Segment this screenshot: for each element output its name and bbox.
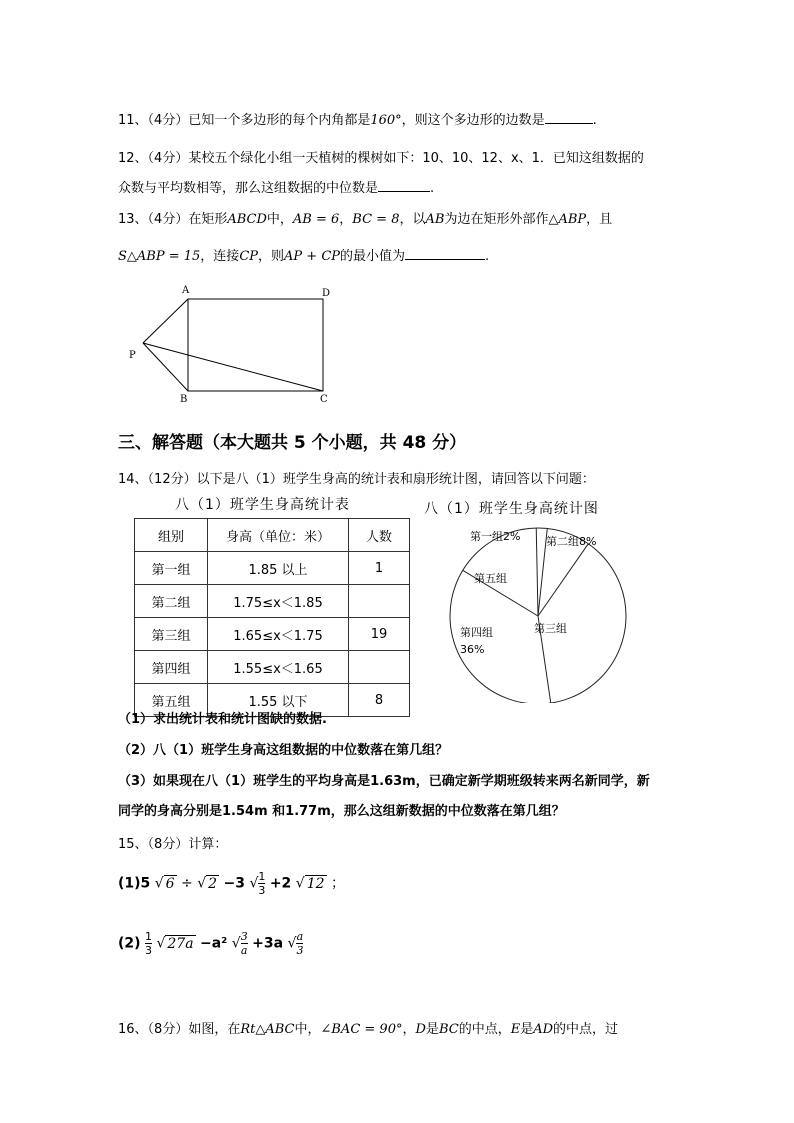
stats-table-title: 八（1）班学生身高统计表 [175, 497, 350, 513]
pie-label-group2: 第二组8% [546, 535, 597, 548]
col-header-count: 人数 [349, 519, 410, 552]
pie-label-group1: 第一组2% [470, 530, 521, 543]
pie-chart-title: 八（1）班学生身高统计图 [424, 501, 599, 517]
cell-group: 第三组 [135, 618, 208, 651]
table-row [135, 618, 410, 651]
q13-sep: ， [339, 212, 353, 227]
cell-count: 1 [349, 552, 410, 585]
q16-tri: Rt△ABC [240, 1022, 295, 1037]
q13-mid3: 为边在矩形外部作 [444, 212, 549, 227]
frac-num: a [296, 930, 304, 943]
q15-p2-frac1 [145, 930, 152, 957]
frac-num: 3 [240, 930, 248, 943]
pie-label-group3: 第三组 [534, 622, 567, 635]
q13-mid2: ，以 [399, 212, 426, 227]
q15-p1-op2: −3 [223, 875, 245, 892]
question-12-line1 [118, 147, 644, 166]
q16-e: E [510, 1022, 521, 1037]
q16-mid2: ， [402, 1022, 416, 1037]
q13-mid7: 的最小值为 [340, 249, 406, 264]
question-13-line1 [118, 208, 612, 227]
q15-part2: (2) $\frac{1}{3}$ √ 27a −a² √ $\frac{3}{a}$ +3a √ $\frac{a}{3}$ [118, 930, 304, 957]
pie-label-group4-pct: 36% [460, 643, 485, 656]
q11-end: . [592, 113, 597, 128]
cell-height: 1.85 以上 [208, 552, 349, 585]
q13-mid5: ，连接 [200, 249, 240, 264]
q16-mid4: 的中点， [458, 1022, 511, 1037]
label-b: B [180, 394, 188, 405]
cell-height: 1.65≤x＜1.75 [208, 618, 349, 651]
q11-answer-blank[interactable] [545, 111, 593, 124]
q15-p1-op3: +2 [269, 875, 292, 892]
cell-count [349, 651, 410, 684]
q13-bc: BC = 8 [352, 212, 400, 227]
q11-angle: 160° [370, 113, 402, 128]
q15-p2-op1: −a² [200, 935, 228, 952]
q15-p1-end: ； [330, 875, 345, 892]
col-header-group: 组别 [135, 519, 208, 552]
cell-group: 第五组 [135, 684, 208, 717]
q13-ab: AB = 6 [292, 212, 340, 227]
frac-den: 3 [296, 944, 304, 957]
q15-p1-label: (1)5 [118, 875, 151, 892]
q15-p2-frac3 [296, 930, 303, 957]
q16-angle: ∠BAC = 90° [320, 1022, 403, 1037]
table-row [135, 585, 410, 618]
q15-p2-root1: 27a [167, 935, 194, 952]
q16-mid5: 是 [520, 1022, 534, 1037]
q15-p1-root1: 6 [165, 875, 175, 892]
q16-bc: BC [438, 1022, 459, 1037]
frac-den: 3 [145, 944, 152, 957]
pie-label-group4: 第四组 [460, 626, 493, 639]
q15-p1-frac [258, 870, 265, 897]
q13-end: . [485, 249, 490, 264]
q16-mid3: 是 [425, 1022, 439, 1037]
label-a: A [182, 285, 190, 296]
table-header-row [135, 519, 410, 552]
q12-line2: 众数与平均数相等，那么这组数据的中位数是 [118, 181, 379, 196]
table-row [135, 651, 410, 684]
frac-den: 3 [258, 884, 266, 897]
cell-count: 19 [349, 618, 410, 651]
q13-figure [120, 280, 340, 405]
col-header-height: 身高（单位：米） [208, 519, 349, 552]
question-15-intro: 15、（8分）计算： [118, 837, 228, 852]
segment-pb [143, 343, 188, 391]
q13-cp: CP [239, 249, 259, 264]
table-row [135, 552, 410, 585]
q13-ab2: AB [425, 212, 445, 227]
cell-group: 第一组 [135, 552, 208, 585]
question-11 [118, 109, 597, 128]
q11-prefix: 11、（4分）已知一个多边形的每个内角都是 [118, 113, 371, 128]
cell-height: 1.55≤x＜1.65 [208, 651, 349, 684]
q13-mid6: ，则 [258, 249, 285, 264]
label-d: D [322, 288, 331, 299]
q12-line1: 12、（4分）某校五个绿化小组一天植树的棵树如下：10、10、12、x、1．已知这组数据的 [118, 151, 644, 166]
segment-pa [143, 299, 188, 343]
q15-p2-op2: +3a [252, 935, 284, 952]
q14-sub3a: （3）如果现在八（1）班学生的平均身高是1.63m，已确定新学期班级转来两名新同学，新 [118, 774, 650, 789]
q15-part1: (1)5 √ 6 ÷ √ 2 −3 √ $\frac{1}{3}$ +2 √ 12 ； [118, 870, 345, 897]
q13-rect: ABCD [227, 212, 267, 227]
q16-mid6: 的中点，过 [553, 1022, 619, 1037]
height-stats-table [134, 518, 410, 717]
q11-suffix: ，则这个多边形的边数是 [401, 113, 545, 128]
q14-sub2: （2）八（1）班学生身高这组数据的中位数落在第几组？ [118, 743, 449, 758]
q15-p1-root4: 12 [306, 875, 325, 892]
q13-area: S△ABP = 15 [118, 249, 201, 264]
q12-answer-blank[interactable] [378, 179, 430, 192]
q12-end: . [430, 181, 435, 196]
rectangle-abcd [188, 299, 323, 391]
q14-sub1: （1）求出统计表和统计图缺的数据. [118, 712, 327, 727]
question-16 [118, 1018, 618, 1037]
frac-den: a [240, 944, 248, 957]
height-pie-chart [440, 518, 650, 703]
q16-prefix: 16、（8分）如图，在 [118, 1022, 241, 1037]
q16-mid1: 中， [294, 1022, 321, 1037]
frac-num: 1 [145, 930, 152, 943]
question-13-line2 [118, 245, 489, 264]
question-12-line2 [118, 177, 434, 196]
label-c: C [320, 394, 328, 405]
section-3-title: 三、解答题（本大题共 5 个小题，共 48 分） [118, 433, 467, 453]
q15-p1-root2: 2 [208, 875, 218, 892]
q13-mid4: ，且 [586, 212, 613, 227]
frac-num: 1 [258, 870, 266, 883]
pie-label-group5: 第五组 [474, 572, 507, 585]
q15-p2-label: (2) [118, 935, 141, 952]
q16-ad: AD [533, 1022, 554, 1037]
cell-count: 8 [349, 684, 410, 717]
cell-count [349, 585, 410, 618]
q13-answer-blank[interactable] [405, 247, 485, 260]
cell-group: 第二组 [135, 585, 208, 618]
cell-group: 第四组 [135, 651, 208, 684]
cell-height: 1.75≤x＜1.85 [208, 585, 349, 618]
q13-expr: AP + CP [284, 249, 341, 264]
label-p: P [129, 350, 136, 361]
question-14-intro: 14、（12分）以下是八（1）班学生身高的统计表和扇形统计图，请回答以下问题： [118, 472, 595, 487]
q13-mid1: 中， [266, 212, 293, 227]
q15-p2-frac2 [241, 930, 248, 957]
q13-tri: △ABP [548, 212, 587, 227]
q14-sub3b: 同学的身高分别是1.54m 和1.77m，那么这组新数据的中位数落在第几组？ [118, 804, 565, 819]
segment-pc [143, 343, 323, 391]
cell-height: 1.55 以下 [208, 684, 349, 717]
q15-p1-op1: ÷ [181, 875, 193, 892]
q13-prefix: 13、（4分）在矩形 [118, 212, 228, 227]
q16-d: D [415, 1022, 426, 1037]
